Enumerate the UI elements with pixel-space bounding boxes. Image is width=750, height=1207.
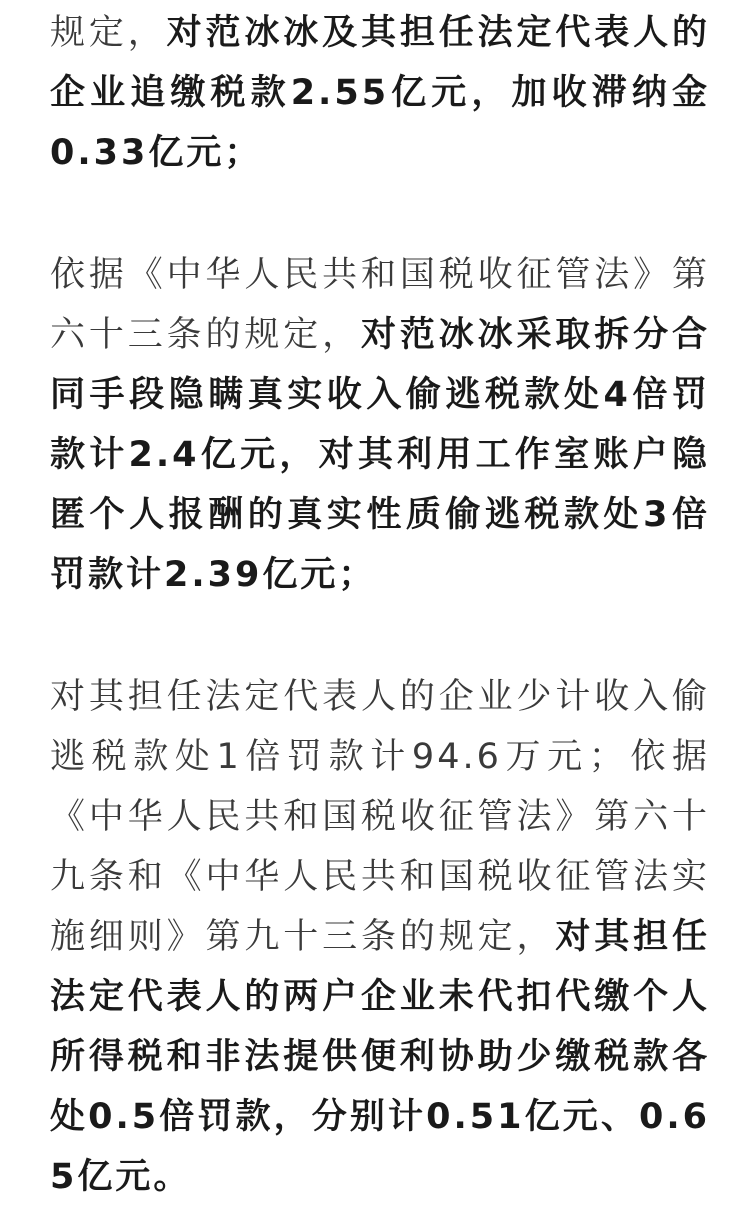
paragraph-1-text-normal: 规定， [50,13,167,53]
paragraph-3-text-bold: 对其担任法定代表人的两户企业未代扣代缴个人所得税和非法提供便利协助少缴税款各处0.5倍罚款，分别计0.51亿元、0.65亿元。 [50,917,710,1197]
paragraph-2 [50,245,710,605]
paragraph-2-text-bold: 对范冰冰采取拆分合同手段隐瞒真实收入偷逃税款处4倍罚款计2.4亿元，对其利用工作室账户隐匿个人报酬的真实性质偷逃税款处3倍罚款计2.39亿元； [50,315,710,595]
paragraph-2-text-normal: 依据《中华人民共和国税收征管法》第六十三条的规定， [50,255,710,355]
paragraph-3-text-normal: 对其担任法定代表人的企业少计收入偷逃税款处1倍罚款计94.6万元；依据《中华人民共和国税收征管法》第六十九条和《中华人民共和国税收征管法实施细则》第九十三条的规定， [50,677,710,957]
paragraph-1 [50,0,710,183]
paragraph-1-text-bold: 对范冰冰及其担任法定代表人的企业追缴税款2.55亿元，加收滞纳金0.33亿元； [50,13,710,173]
paragraph-3 [50,667,710,1207]
article-body [50,0,710,1207]
